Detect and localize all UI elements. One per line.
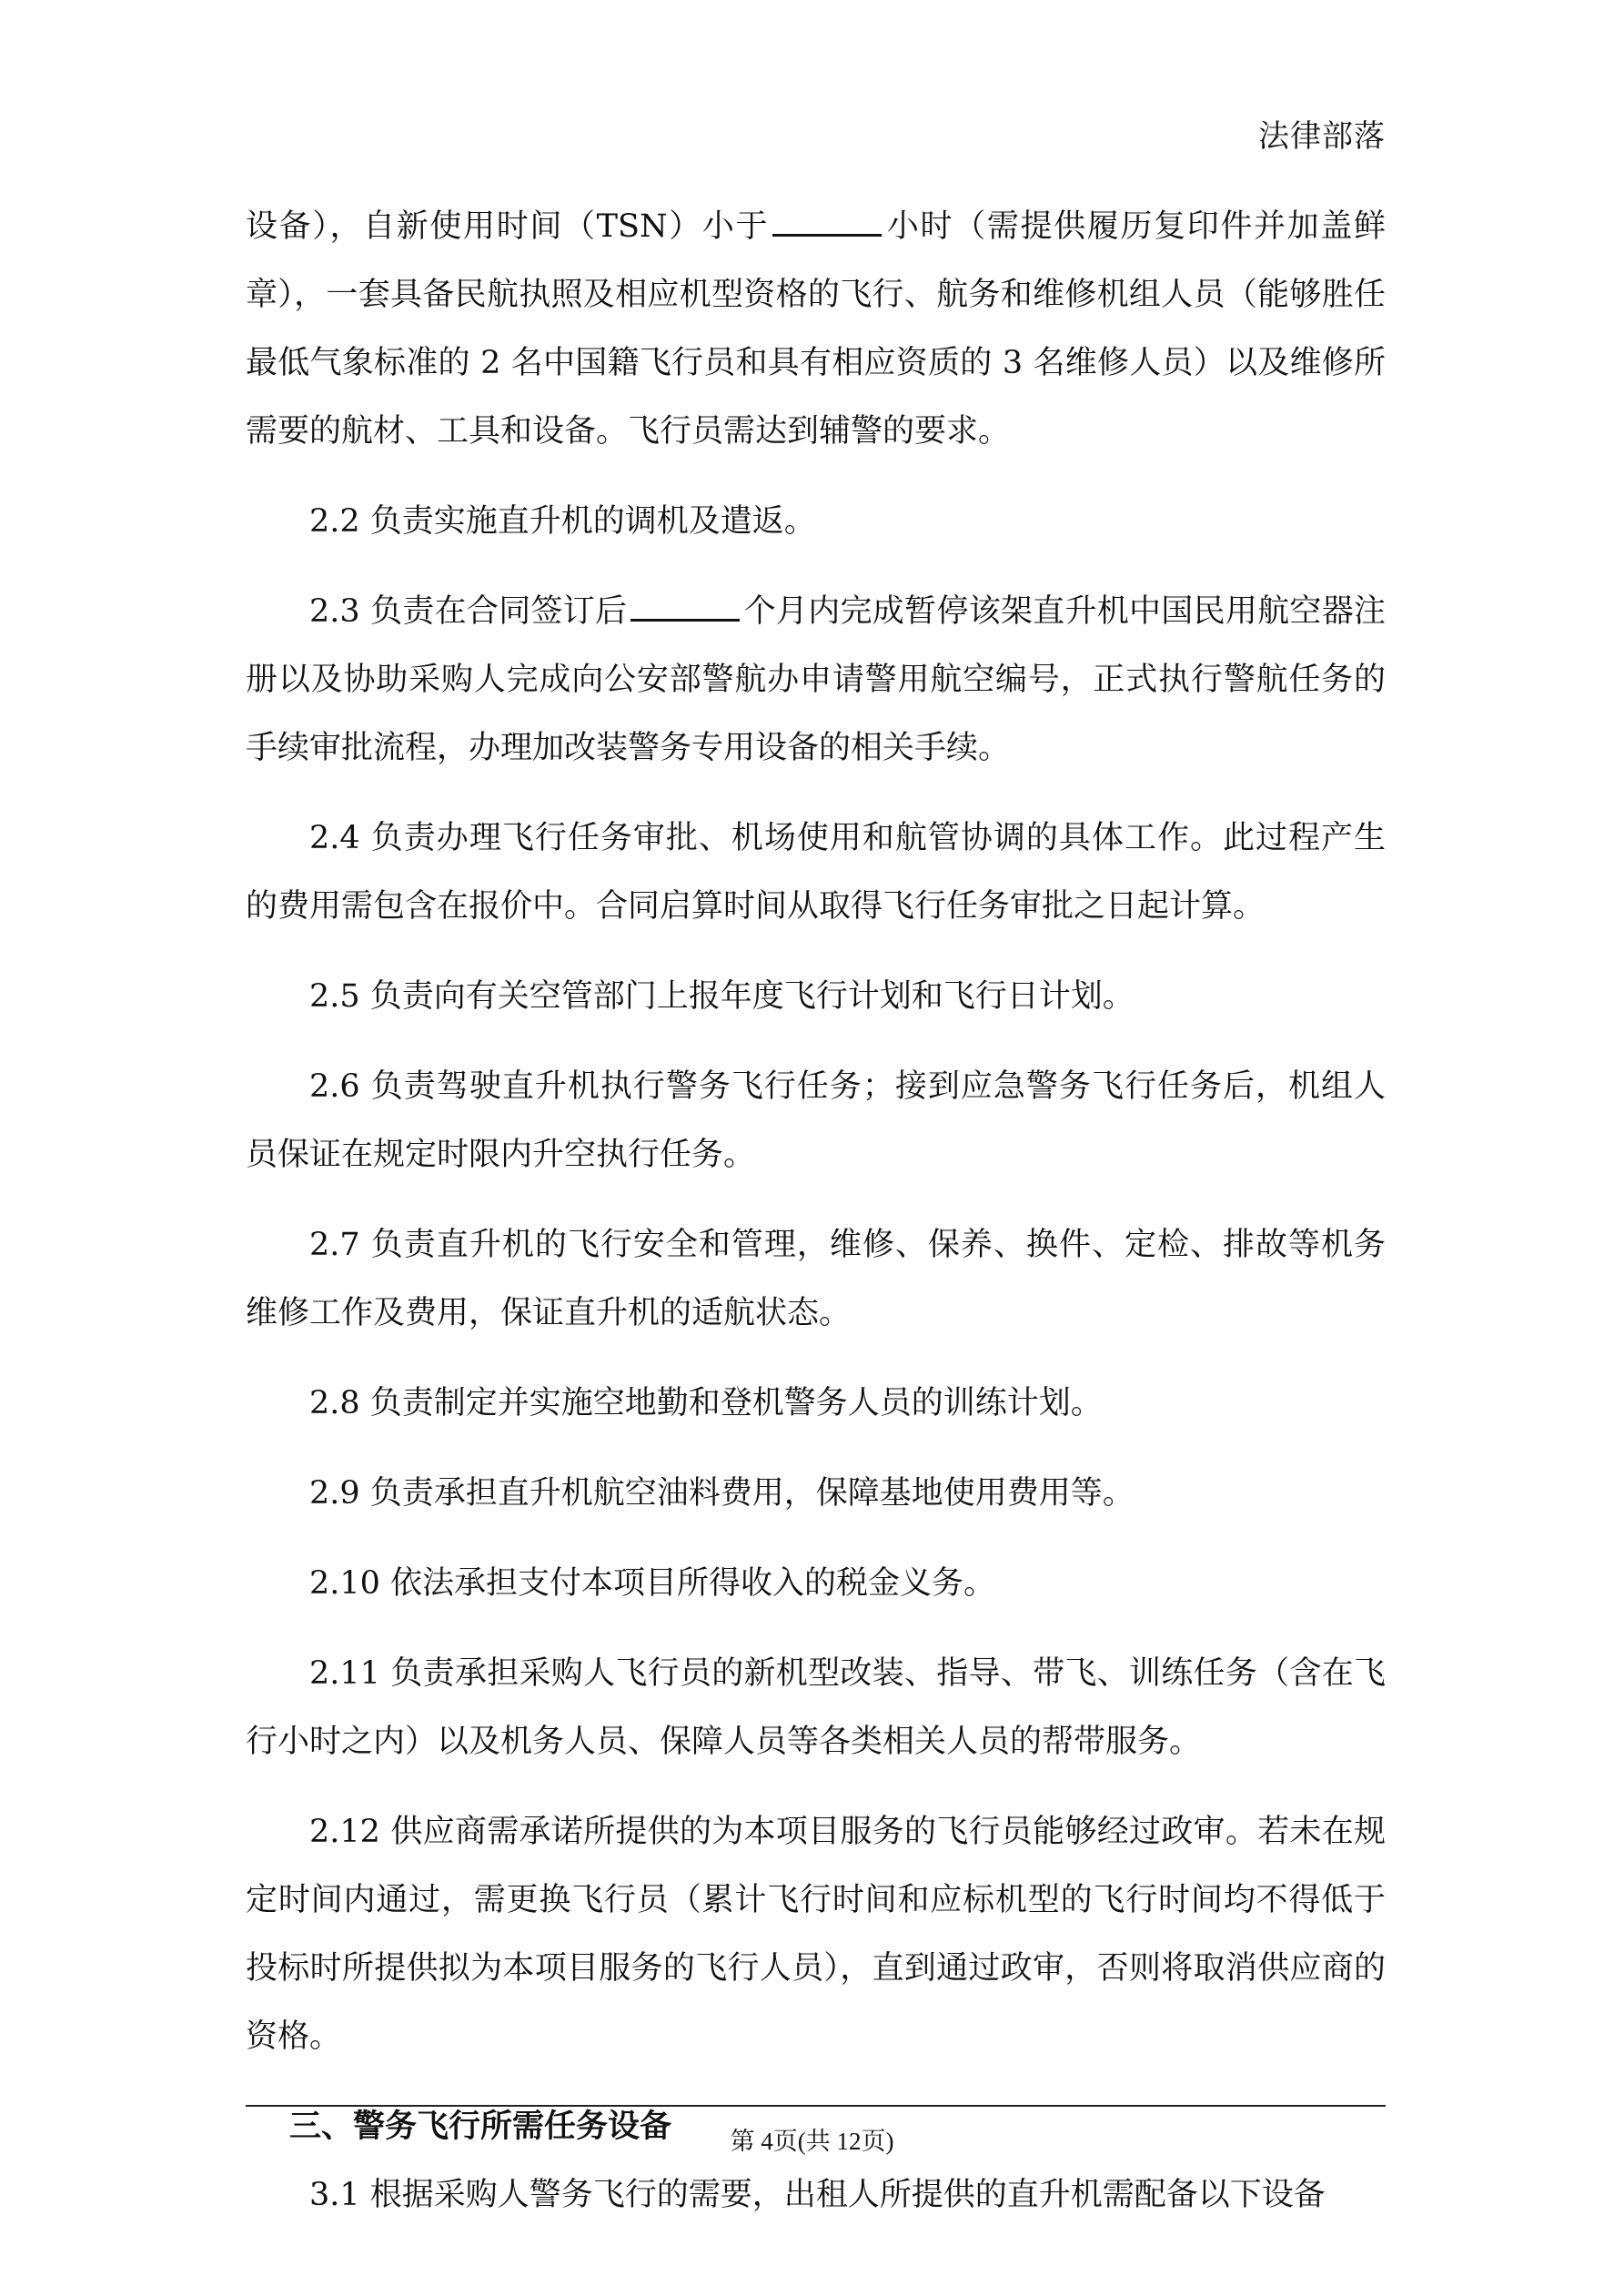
paragraph-2-2: 2.2 负责实施直升机的调机及遣返。 xyxy=(309,503,816,540)
page-number: 第 4页(共 12页) xyxy=(730,2128,894,2155)
paragraph-2-3 xyxy=(246,578,1386,783)
document-body xyxy=(246,193,1386,2230)
paragraph-2-3-part2: 个月内完成暂停该架直升机中国民用航空器注册以及协助采购人完成向公安部警航办申请警用航空编号，正式执行警航任务的手续审批流程，办理加改装警务专用设备的相关手续。 xyxy=(246,593,1386,766)
fill-blank-hours xyxy=(772,205,882,237)
paragraph-2-11: 2.11 负责承担采购人飞行员的新机型改装、指导、带飞、训练任务（含在飞行小时之内）以及机务人员、保障人员等各类相关人员的帮带服务。 xyxy=(246,1655,1386,1760)
footer-divider xyxy=(246,2105,1386,2107)
paragraph-2-5: 2.5 负责向有关空管部门上报年度飞行计划和飞行日计划。 xyxy=(309,978,1135,1015)
paragraph-2-3-part1: 2.3 负责在合同签订后 xyxy=(309,593,628,630)
fill-blank-months xyxy=(630,590,740,622)
paragraph-3-1: 3.1 根据采购人警务飞行的需要，出租人所提供的直升机需配备以下设备 xyxy=(309,2177,1326,2213)
section-3-heading: 三、警务飞行所需任务设备 xyxy=(289,2109,672,2145)
paragraph-2-8: 2.8 负责制定并实施空地勤和登机警务人员的训练计划。 xyxy=(309,1385,1103,1421)
paragraph-2-6: 2.6 负责驾驶直升机执行警务飞行任务；接到应急警务飞行任务后，机组人员保证在规定时限内升空执行任务。 xyxy=(246,1068,1386,1173)
paragraph-2-12: 2.12 供应商需承诺所提供的为本项目服务的飞行员能够经过政审。若未在规定时间内通过，需更换飞行员（累计飞行时间和应标机型的飞行时间均不得低于投标时所提供拟为本项目服务的飞行人员），直到通过政审，否则将取消供应商的资格。 xyxy=(246,1814,1386,2055)
paragraph-continuation xyxy=(246,193,1386,466)
paragraph-2-9: 2.9 负责承担直升机航空油料费用，保障基地使用费用等。 xyxy=(309,1475,1135,1512)
paragraph-continuation-part1: 设备），自新使用时间（TSN）小于 xyxy=(246,208,770,245)
header-tag: 法律部落 xyxy=(1258,118,1386,155)
paragraph-continuation-part2: 小时（需提供履历复印件并加盖鲜章），一套具备民航执照及相应机型资格的飞行、航务和维修机组人员（能够胜任最低气象标准的 2 名中国籍飞行员和具有相应资质的 3 名维修人员）以及维修所需要的航材、工具和设备。飞行员需达到辅警的要求。 xyxy=(246,208,1386,450)
paragraph-2-10: 2.10 依法承担支付本项目所得收入的税金义务。 xyxy=(309,1565,996,1602)
paragraph-2-4: 2.4 负责办理飞行任务审批、机场使用和航管协调的具体工作。此过程产生的费用需包含在报价中。合同启算时间从取得飞行任务审批之日起计算。 xyxy=(246,820,1386,925)
paragraph-2-7: 2.7 负责直升机的飞行安全和管理，维修、保养、换件、定检、排故等机务维修工作及费用，保证直升机的适航状态。 xyxy=(246,1227,1386,1331)
